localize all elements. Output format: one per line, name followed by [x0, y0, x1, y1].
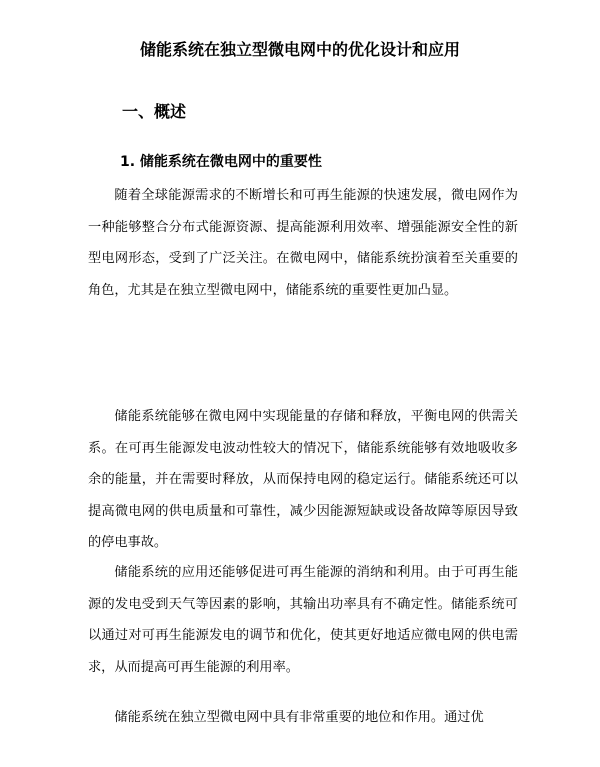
paragraph-2: 储能系统能够在微电网中实现能量的存储和释放，平衡电网的供需关系。在可再生能源发电波动性较大的情况下，储能系统能够有效地吸收多余的能量，并在需要时释放，从而保持电网的稳定运行。储能系统还可以提高微电网的供电质量和可靠性，减少因能源短缺或设备故障等原因导致的停电事故。	[88, 409, 518, 550]
section-heading: 一、概述	[122, 102, 187, 121]
document-title: 储能系统在独立型微电网中的优化设计和应用	[139, 40, 460, 59]
paragraph-1: 随着全球能源需求的不断增长和可再生能源的快速发展，微电网作为一种能够整合分布式能源资源、提高能源利用效率、增强能源安全性的新型电网形态，受到了广泛关注。在微电网中，储能系统扮演着至关重要的角色，尤其是在独立型微电网中，储能系统的重要性更加凸显。	[88, 188, 518, 298]
subsection-heading: 1. 储能系统在微电网中的重要性	[120, 154, 322, 170]
paragraph-3: 储能系统的应用还能够促进可再生能源的消纳和利用。由于可再生能源的发电受到天气等因素的影响，其输出功率具有不确定性。储能系统可以通过对可再生能源发电的调节和优化，使其更好地适应微电网的供电需求，从而提高可再生能源的利用率。	[88, 565, 518, 675]
paragraph-4: 储能系统在独立型微电网中具有非常重要的地位和作用。通过优	[114, 710, 484, 725]
